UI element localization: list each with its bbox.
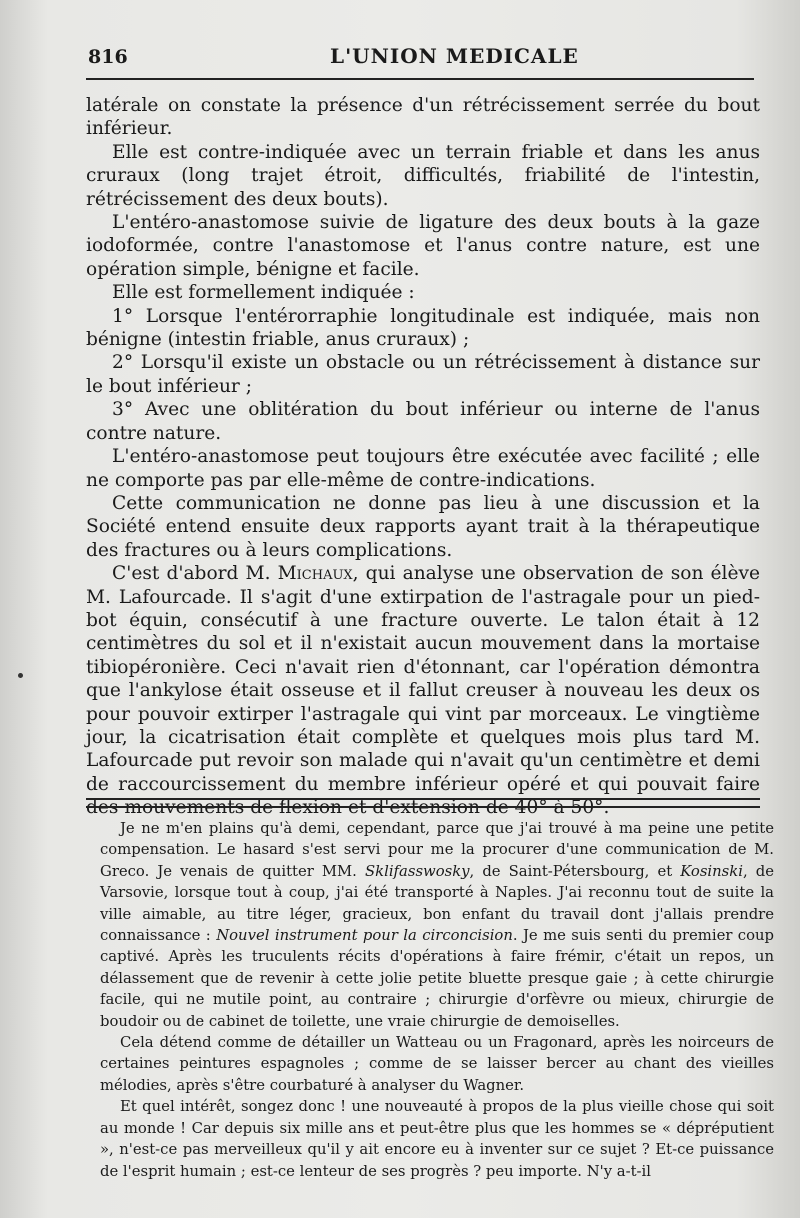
italic-name: Sklifasswosky bbox=[364, 862, 470, 880]
text-run: Je ne m'en plains qu'à demi, cependant, parce que j'ai trouvé à ma peine une petite compensation. Le hasard s'est servi pour me la procurer d'une communication de M. Greco. Je venais de quitter MM. bbox=[100, 820, 774, 880]
article-paragraph: Elle est contre-indiquée avec un terrain friable et dans les anus cruraux (long trajet étroit, difficultés, friabilité de l'intestin, rétrécissement des deux bouts). bbox=[86, 141, 760, 210]
text-run: , qui analyse une observation de son élève M. Lafourcade. Il s'agit d'une extirpation de l'astragale pour un pied-bot équin, consécutif à une fracture ouverte. Le talon était à 12 centimètres du sol et il n'existait aucun mouvement dans la mortaise tibiopéronière. Ceci n'avait rien d'étonnant, car l'opération démontra que l'ankylose était osseuse et il fallut creuser à nouveau les deux os pour pouvoir extirper l'astragale qui vint par morceaux. Le vingtième jour, la cicatrisation était complète et quelques mois plus tard M. Lafourcade put revoir son malade qui n'avait qu'un centimètre et demi de raccourcissement du membre inférieur opéré et qui pouvait faire des mouvements de flexion et d'extension de 40° à 50°. bbox=[86, 563, 761, 819]
article-paragraph: 3° Avec une oblitération du bout inférieur ou interne de l'anus contre nature. bbox=[86, 399, 760, 444]
page-number: 816 bbox=[88, 46, 128, 68]
feuilleton-paragraph bbox=[100, 818, 774, 1032]
page-header bbox=[86, 40, 756, 76]
header-rule bbox=[86, 78, 754, 80]
text-run: C'est d'abord M. bbox=[112, 563, 278, 585]
feuilleton-paragraph: Cela détend comme de détailler un Watteau ou un Fragonard, après les noirceurs de certaines peintures espagnoles ; comme de se laisser bercer au chant des vieilles mélodies, après s'être courbaturé à analyser du Wagner. bbox=[100, 1034, 774, 1094]
feuilleton-paragraph: Et quel intérêt, songez donc ! une nouveauté à propos de la plus vieille chose qui soit au monde ! Car depuis six mille ans et peut-être plus que les hommes se « dépréputient », n'est-ce pas merveilleux qu'il y ait encore eu à inventer sur ce sujet ? Et-ce puissance de l'esprit humain ; est-ce lenteur de ses progrès ? peu importe. N'y a-t-il bbox=[100, 1098, 774, 1180]
text-run: . Je me suis senti du premier coup captivé. Après les truculents récits d'opérations à faire frémir, c'était un repos, un délassement que de revenir à cette jolie petite bluette presque gaie ; à cette chirurgie facile, qui ne mutile point, au contraire ; chirurgie d'orfèvre ou mieux, chirurgie de boudoir ou de cabinet de toilette, une vraie chirurgie de demoiselles. bbox=[100, 927, 774, 1030]
article-paragraph bbox=[86, 562, 760, 819]
italic-name: Kosinski bbox=[680, 862, 743, 880]
italic-title: Nouvel instrument pour la circoncision bbox=[216, 927, 513, 945]
article-body bbox=[86, 94, 760, 820]
article-paragraph: Elle est formellement indiquée : bbox=[112, 282, 415, 304]
author-name: Michaux bbox=[277, 563, 353, 585]
article-paragraph: L'entéro-anastomose suivie de ligature des deux bouts à la gaze iodoformée, contre l'anastomose et l'anus contre nature, est une opération simple, bénigne et facile. bbox=[86, 212, 760, 280]
feuilleton-separator bbox=[86, 798, 760, 808]
article-paragraph: latérale on constate la présence d'un rétrécissement serrée du bout inférieur. bbox=[86, 95, 760, 140]
text-run: , de Saint-Pétersbourg, et bbox=[469, 862, 681, 880]
article-paragraph: 1° Lorsque l'entérorraphie longitudinale est indiquée, mais non bénigne (intestin friable, anus cruraux) ; bbox=[86, 305, 760, 351]
article-paragraph: L'entéro-anastomose peut toujours être exécutée avec facilité ; elle ne comporte pas par elle-même de contre-indications. bbox=[86, 446, 760, 491]
text-run: , de Varsovie, lorsque tout à coup, j'ai été transporté à Naples. J'ai reconnu tout de suite la ville aimable, au titre léger, gracieux, bon enfant du travail dont j'allais prendre connaissance : bbox=[100, 862, 775, 945]
article-paragraph: 2° Lorsqu'il existe un obstacle ou un rétrécissement à distance sur le bout inférieur ; bbox=[86, 352, 760, 397]
article-paragraph: Cette communication ne donne pas lieu à une discussion et la Société entend ensuite deux rapports ayant trait à la thérapeutique des fractures ou à leurs complications. bbox=[86, 492, 760, 561]
feuilleton-section bbox=[100, 818, 774, 1182]
running-title: L'UNION MEDICALE bbox=[330, 44, 579, 68]
margin-speck bbox=[18, 673, 23, 678]
